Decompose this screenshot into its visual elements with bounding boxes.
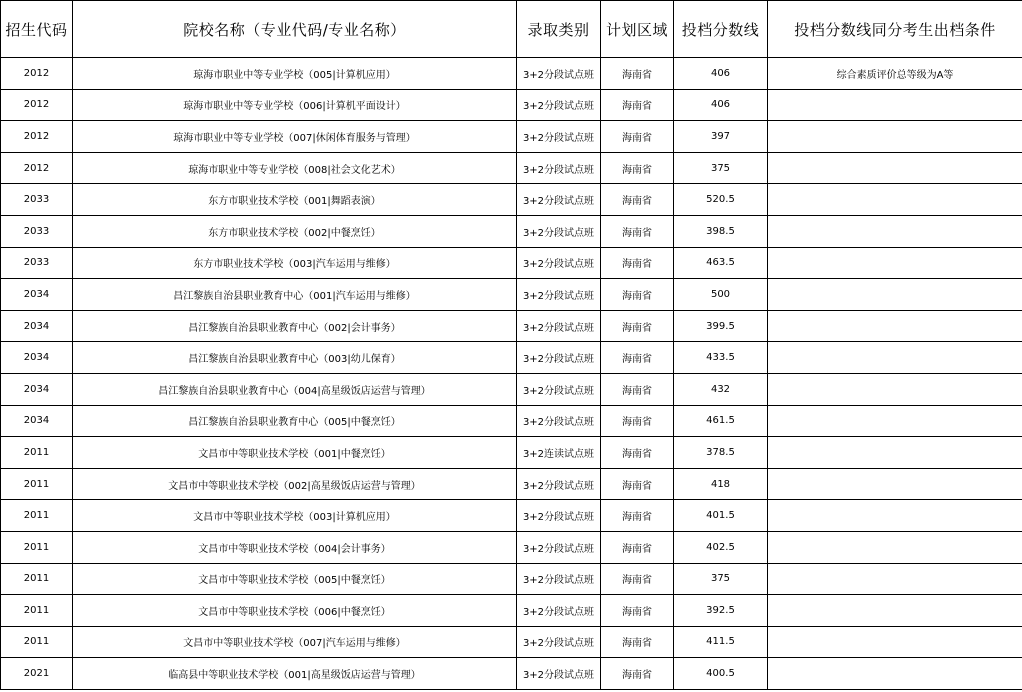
cell-plan-region: 海南省 — [601, 215, 674, 247]
cell-plan-region: 海南省 — [601, 531, 674, 563]
cell-admission-type: 3+2分段试点班 — [517, 310, 601, 342]
cell-plan-region: 海南省 — [601, 595, 674, 627]
cell-cutoff-score: 432 — [674, 373, 768, 405]
cell-cutoff-score: 399.5 — [674, 310, 768, 342]
cell-tie-condition — [768, 184, 1022, 216]
cell-admission-type: 3+2分段试点班 — [517, 531, 601, 563]
cell-admission-type: 3+2分段试点班 — [517, 58, 601, 90]
cell-plan-region: 海南省 — [601, 121, 674, 153]
cell-cutoff-score: 375 — [674, 563, 768, 595]
table-row — [1, 215, 1022, 247]
cell-plan-region: 海南省 — [601, 626, 674, 658]
cell-admission-type: 3+2分段试点班 — [517, 152, 601, 184]
table-row — [1, 468, 1022, 500]
cell-enrollment-code: 2011 — [1, 437, 73, 469]
table-row — [1, 89, 1022, 121]
cell-cutoff-score: 406 — [674, 89, 768, 121]
cell-school-name: 东方市职业技术学校（002|中餐烹饪） — [73, 215, 517, 247]
cell-tie-condition — [768, 215, 1022, 247]
table-row — [1, 626, 1022, 658]
cell-enrollment-code: 2011 — [1, 500, 73, 532]
header-cutoff-score: 投档分数线 — [674, 1, 768, 58]
cell-school-name: 文昌市中等职业技术学校（007|汽车运用与维修） — [73, 626, 517, 658]
cell-cutoff-score: 398.5 — [674, 215, 768, 247]
cell-admission-type: 3+2分段试点班 — [517, 658, 601, 690]
header-school-name: 院校名称（专业代码/专业名称） — [73, 1, 517, 58]
cell-tie-condition — [768, 626, 1022, 658]
table-row — [1, 310, 1022, 342]
cell-enrollment-code: 2011 — [1, 563, 73, 595]
cell-admission-type: 3+2分段试点班 — [517, 89, 601, 121]
cell-school-name: 琼海市职业中等专业学校（006|计算机平面设计） — [73, 89, 517, 121]
cell-tie-condition: 综合素质评价总等级为A等 — [768, 58, 1022, 90]
cell-school-name: 文昌市中等职业技术学校（006|中餐烹饪） — [73, 595, 517, 627]
cell-plan-region: 海南省 — [601, 373, 674, 405]
cell-admission-type: 3+2分段试点班 — [517, 373, 601, 405]
cell-plan-region: 海南省 — [601, 184, 674, 216]
cell-enrollment-code: 2033 — [1, 184, 73, 216]
cell-tie-condition — [768, 468, 1022, 500]
cell-school-name: 临高县中等职业技术学校（001|高星级饭店运营与管理） — [73, 658, 517, 690]
cell-school-name: 昌江黎族自治县职业教育中心（005|中餐烹饪） — [73, 405, 517, 437]
cell-cutoff-score: 520.5 — [674, 184, 768, 216]
cell-cutoff-score: 406 — [674, 58, 768, 90]
cell-tie-condition — [768, 563, 1022, 595]
cell-enrollment-code: 2011 — [1, 531, 73, 563]
cell-tie-condition — [768, 310, 1022, 342]
cell-school-name: 文昌市中等职业技术学校（001|中餐烹饪） — [73, 437, 517, 469]
cell-admission-type: 3+2分段试点班 — [517, 279, 601, 311]
cell-school-name: 昌江黎族自治县职业教育中心（001|汽车运用与维修） — [73, 279, 517, 311]
cell-tie-condition — [768, 152, 1022, 184]
cell-plan-region: 海南省 — [601, 310, 674, 342]
cell-school-name: 文昌市中等职业技术学校（002|高星级饭店运营与管理） — [73, 468, 517, 500]
cell-cutoff-score: 378.5 — [674, 437, 768, 469]
cell-enrollment-code: 2033 — [1, 247, 73, 279]
header-tie-condition: 投档分数线同分考生出档条件 — [768, 1, 1022, 58]
cell-plan-region: 海南省 — [601, 437, 674, 469]
cell-tie-condition — [768, 595, 1022, 627]
cell-plan-region: 海南省 — [601, 405, 674, 437]
cell-cutoff-score: 400.5 — [674, 658, 768, 690]
cell-enrollment-code: 2011 — [1, 626, 73, 658]
cell-tie-condition — [768, 247, 1022, 279]
cell-admission-type: 3+2分段试点班 — [517, 184, 601, 216]
cell-admission-type: 3+2分段试点班 — [517, 563, 601, 595]
cell-enrollment-code: 2034 — [1, 373, 73, 405]
cell-school-name: 琼海市职业中等专业学校（008|社会文化艺术） — [73, 152, 517, 184]
cell-plan-region: 海南省 — [601, 342, 674, 374]
table-row — [1, 152, 1022, 184]
cell-enrollment-code: 2012 — [1, 121, 73, 153]
cell-plan-region: 海南省 — [601, 247, 674, 279]
header-plan-region: 计划区域 — [601, 1, 674, 58]
cell-school-name: 昌江黎族自治县职业教育中心（002|会计事务） — [73, 310, 517, 342]
cell-school-name: 东方市职业技术学校（001|舞蹈表演） — [73, 184, 517, 216]
cell-enrollment-code: 2012 — [1, 58, 73, 90]
cell-admission-type: 3+2分段试点班 — [517, 247, 601, 279]
cell-enrollment-code: 2011 — [1, 595, 73, 627]
header-enrollment-code: 招生代码 — [1, 1, 73, 58]
cell-cutoff-score: 401.5 — [674, 500, 768, 532]
cell-school-name: 文昌市中等职业技术学校（004|会计事务） — [73, 531, 517, 563]
cell-tie-condition — [768, 437, 1022, 469]
cell-admission-type: 3+2分段试点班 — [517, 626, 601, 658]
cell-plan-region: 海南省 — [601, 152, 674, 184]
cell-tie-condition — [768, 121, 1022, 153]
cell-cutoff-score: 463.5 — [674, 247, 768, 279]
cell-cutoff-score: 418 — [674, 468, 768, 500]
table-row — [1, 658, 1022, 690]
cell-tie-condition — [768, 342, 1022, 374]
cell-tie-condition — [768, 658, 1022, 690]
cell-cutoff-score: 392.5 — [674, 595, 768, 627]
cell-cutoff-score: 433.5 — [674, 342, 768, 374]
cell-school-name: 文昌市中等职业技术学校（005|中餐烹饪） — [73, 563, 517, 595]
table-row — [1, 531, 1022, 563]
cell-school-name: 东方市职业技术学校（003|汽车运用与维修） — [73, 247, 517, 279]
table-row — [1, 184, 1022, 216]
header-row — [1, 1, 1022, 58]
table-body — [1, 58, 1022, 690]
cell-admission-type: 3+2分段试点班 — [517, 121, 601, 153]
cell-school-name: 文昌市中等职业技术学校（003|计算机应用） — [73, 500, 517, 532]
cell-cutoff-score: 500 — [674, 279, 768, 311]
cell-tie-condition — [768, 89, 1022, 121]
cell-tie-condition — [768, 279, 1022, 311]
cell-admission-type: 3+2分段试点班 — [517, 342, 601, 374]
cell-plan-region: 海南省 — [601, 468, 674, 500]
cell-school-name: 昌江黎族自治县职业教育中心（004|高星级饭店运营与管理） — [73, 373, 517, 405]
cell-enrollment-code: 2034 — [1, 279, 73, 311]
cell-plan-region: 海南省 — [601, 58, 674, 90]
cell-enrollment-code: 2034 — [1, 405, 73, 437]
cell-enrollment-code: 2021 — [1, 658, 73, 690]
table-row — [1, 500, 1022, 532]
cell-tie-condition — [768, 373, 1022, 405]
cell-school-name: 琼海市职业中等专业学校（007|休闲体育服务与管理） — [73, 121, 517, 153]
cell-cutoff-score: 411.5 — [674, 626, 768, 658]
cell-admission-type: 3+2分段试点班 — [517, 468, 601, 500]
cell-school-name: 昌江黎族自治县职业教育中心（003|幼儿保育） — [73, 342, 517, 374]
table-row — [1, 279, 1022, 311]
table-row — [1, 595, 1022, 627]
table-row — [1, 563, 1022, 595]
cell-plan-region: 海南省 — [601, 500, 674, 532]
cell-enrollment-code: 2011 — [1, 468, 73, 500]
cell-cutoff-score: 402.5 — [674, 531, 768, 563]
table-row — [1, 58, 1022, 90]
cell-admission-type: 3+2分段试点班 — [517, 405, 601, 437]
cell-school-name: 琼海市职业中等专业学校（005|计算机应用） — [73, 58, 517, 90]
table-row — [1, 247, 1022, 279]
cell-admission-type: 3+2连读试点班 — [517, 437, 601, 469]
cell-enrollment-code: 2012 — [1, 89, 73, 121]
cell-plan-region: 海南省 — [601, 89, 674, 121]
cell-admission-type: 3+2分段试点班 — [517, 215, 601, 247]
table-header — [1, 1, 1022, 58]
cell-plan-region: 海南省 — [601, 279, 674, 311]
table-row — [1, 373, 1022, 405]
cell-admission-type: 3+2分段试点班 — [517, 595, 601, 627]
table-row — [1, 405, 1022, 437]
cell-plan-region: 海南省 — [601, 658, 674, 690]
cell-enrollment-code: 2034 — [1, 342, 73, 374]
cell-cutoff-score: 461.5 — [674, 405, 768, 437]
header-admission-type: 录取类别 — [517, 1, 601, 58]
table-row — [1, 437, 1022, 469]
cell-plan-region: 海南省 — [601, 563, 674, 595]
cell-cutoff-score: 375 — [674, 152, 768, 184]
cell-admission-type: 3+2分段试点班 — [517, 500, 601, 532]
cell-tie-condition — [768, 405, 1022, 437]
cell-tie-condition — [768, 500, 1022, 532]
cell-enrollment-code: 2012 — [1, 152, 73, 184]
cell-cutoff-score: 397 — [674, 121, 768, 153]
cell-enrollment-code: 2033 — [1, 215, 73, 247]
cell-tie-condition — [768, 531, 1022, 563]
table-row — [1, 342, 1022, 374]
cell-enrollment-code: 2034 — [1, 310, 73, 342]
table-row — [1, 121, 1022, 153]
